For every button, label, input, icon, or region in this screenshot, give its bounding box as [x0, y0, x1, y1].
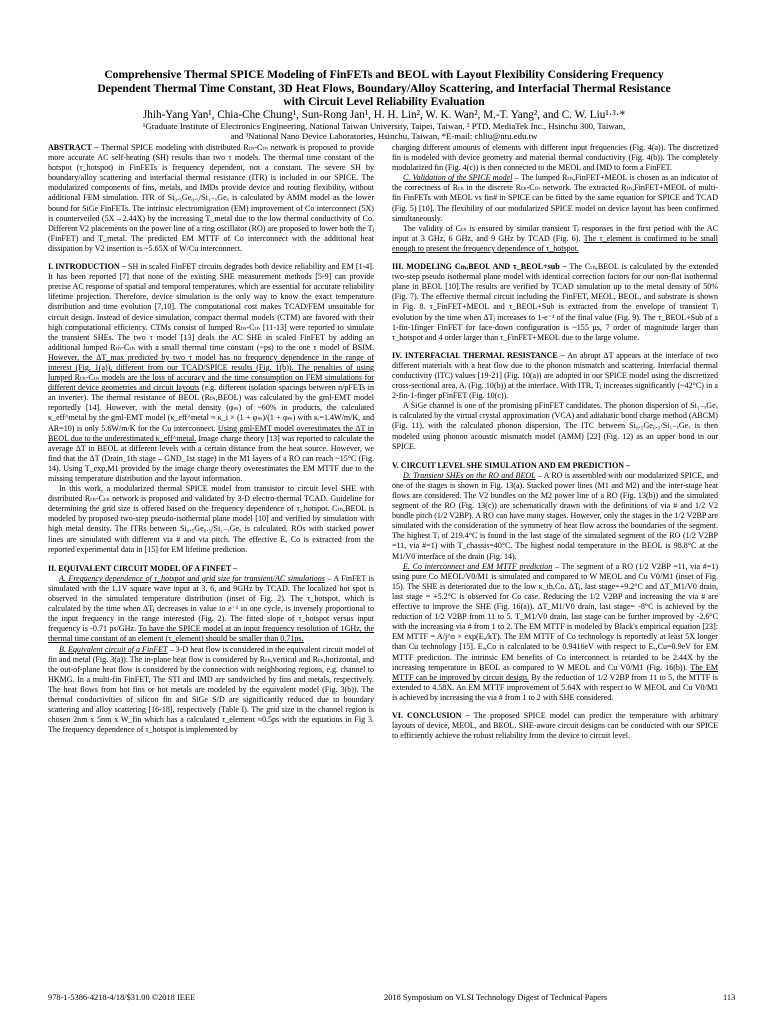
author-list: Jhih-Yang Yan¹, Chia-Che Chung¹, Sun-Rong Jan¹, H. H. Lin², W. K. Wan², M.-T. Yang², and C. W. Liu¹·³·*: [142, 109, 626, 121]
section-5d-subheading: D. Transient SHEs on the RO and BEOL: [403, 470, 536, 480]
section-4-heading: IV. INTERFACIAL THERMAL RESISTANCE –: [392, 350, 565, 360]
left-column: [48, 143, 374, 991]
section-2b-text: – 3-D heat flow is considered in the equivalent circuit model of fin and metal (Fig. 3(a)). The in-plane heat flow is considered by Rₜₕ,vertical and Rₜₕ,horizontal, and the out-of-plane heat flow is considered by the connection with neighboring regions, e.g. channel to HKMG. In a multi-fin FinFET, The STI and IMD are sandwiched by fins and metals, respectively. The heat flows from hot fins or hot metals are modeled by the equivalent model (Fig. 3(b)). The thermal conductivities of silicon fin and SiGe S/D are significantly reduced due to boundary scattering and alloy scattering [16-18], respectively (Table I). The grid size in the channel region is chosen 2nm x 5nm x W_fin which has a calculated τ_element ≈0.5ps with the equations in Fig 3. The frequency dependence of τ_hotspot is implemented by: [48, 644, 374, 735]
section-2c-paragraph: [392, 173, 718, 223]
paper-title: [20, 68, 748, 109]
affiliation-line-1: ¹Graduate Institute of Electronics Engineering, National Taiwan University, Taipei, Taiwan, ² PTD, MediaTek Inc., Hsinchu 300, Taiwan,: [142, 121, 626, 131]
conclusion-text: The proposed SPICE model can predict the temperature with arbitrary layouts of device, MEOL, and BEOL. SHE-aware circuit designs can be conducted with our SPICE to efficiently achieve the robust reliability from the device to circuit level.: [392, 710, 718, 741]
abstract-text: Thermal SPICE modeling with distributed Rₜₕ-Cₜₕ network is proposed to provide more accurate AC self-heating (SH) results than two τ models. The thermal time constant of the hotspot (τ_hotspot) in FinFETs is frequency dependent, not a constant. The severe SH by boundary/alloy scattering and interfacial thermal resistance (ITR) is included in our SPICE. The modularized components of fins, metals, and IMDs provide device and routing flexibility, without additional FEM simulation. ITR of Si₀.₅Ge₀.₅/Si₁₋ₓGeₓ is calculated by AMM model as the lower bound for SiGe FinFETs. The intrinsic electromigration (EM) improvement of Co interconnect (5X) is counterveiled (5X→2.44X) by the increasing T_metal due to the low thermal conductivity of Co. Different V2 placements on the power line of a ring oscillator (RO) are proposed to lower both the Tⱼ (FinFET) and T_metal. The predicted EM MTTF of Co interconnect with the additional heat dissipation by V2 insertion is ~5.65X of W/Cu interconnect.: [48, 143, 374, 253]
continued-paragraph: charging different amounts of elements with different input frequencies (Fig. 4(a)). The discretized fin is modeled with device geometry and material thermal conductivity (Fig. 4(b)). The completely modularized fin (Fig. 4(c)) is then connected to the MEOL and IMD to form a FinFET.: [392, 143, 718, 173]
section-4-paragraph: [392, 351, 718, 401]
section-2c-subheading: C. Validation of the SPICE model: [403, 173, 513, 183]
section-3-text: The Cₜₕ,BEOL is calculated by the extended two-step pseudo isothermal plane model with identical correction factors for our non-flat isothermal plane in BEOL [10].The results are verified by TCAD simulation up to the metal density of 50% (Fig. 7). The effective thermal circuit including the FinFET, MEOL, BEOL, and substrate is shown in Fig. 8. τ_FinFET+MEOL and τ_BEOL+Sub is extracted from the envelope of transient Tⱼ evolution by the time when ΔTⱼ increases to 1-e⁻¹ of the final value (Fig. 9). The τ_BEOL+Sub of a 1-fin-1finger FinFET for face-down configuration is ~155 μs, 7 order of magnitude larger than τ_hotspot and 4 order larger than τ_FinFET+MEOL due to the large volume.: [392, 262, 718, 342]
intro-text-a: SH in scaled FinFET circuits degrades both device reliability and EM [1-4]. It has been reported [7] that none of the existing SHE measurement methods [5-9] can provide precise AC response of spatial and temporal temperatures, which are essential for accurate reliability lifetime projection. Therefore, device simulation is the only way to know the exact temperature distribution and time evolution [7,10]. The computational cost makes TCAD/FEM unsuitable for circuit design. Instead of device simulation, compact thermal models (CTM) are favored with their high computational efficiency. CTMs consist of lumped Rₜₕ-Cₜₕ [11-13] were reported to simulate the transient SHEs. The two τ model [13] deals the AC SHE in scaled FinFET by adding an additional lumped Rₜₕ-Cₜₕ with a small thermal time constant (~ps) to the one τ model of BSIM.: [48, 262, 374, 352]
section-2a-subheading: A. Frequency dependence of τ_hotspot and grid size for transient/AC simulations: [59, 573, 325, 583]
section-2-heading: II. EQUIVALENT CIRCUIT MODEL OF A FINFET –: [48, 563, 238, 573]
title-line-2: Dependent Thermal Time Constant, 3D Heat Flows, Boundary/Alloy Scattering, and Interfacial Thermal Resistance: [97, 81, 671, 95]
section-4-paragraph-2: A SiGe channel is one of the promising pFinFET candidates. The phonon dispersion of Si₁₋ₓGeₓ is calculated by the virtual crystal approximation (VCA) and adiabatic bond charge method (ABCM) (Fig. 11), with the calculated phonon dispersion, The ITC between Si₀.₅Ge₀.₅/Si₁₋ₓGeₓ is then modeled using phonon acoustic mismatch model (AMM) [22] (Fig. 12) as an upper bond in our SPICE.: [392, 401, 718, 451]
affiliations: [20, 121, 748, 141]
intro-text-b: (e.g. different isolation spacings between n/pFETs in an inverter). The thermal resistance of BEOL (Rₜₕ,BEOL) was calculated by the gml-EMT model reportedly [14]. However, with the metal density (φₘ) of ~60% in products, the calculated κ_eff^metal by the gml-EMT model (κ_eff^metal ≈ κ_i × (1 + φₘ)/(1 + φₘ) with κᵢ=1.4W/m/K, and AR=10) is only 5.6W/m/K for the Cu interconnect.: [48, 383, 374, 433]
intro-heading: I. INTRODUCTION –: [48, 262, 126, 272]
section-5-heading: V. CIRCUIT LEVEL SHE SIMULATION AND EM PREDICTION –: [392, 460, 631, 470]
conclusion-paragraph: [392, 711, 718, 741]
intro-underlined-1: However, the ΔT_max predicted by two τ model has no frequency dependence in the range of interest (Fig. 1(a)), different from our TCAD/SPICE results (Fig. 1(b)). The penalties of using lumped Rₜₕ-Cₜₕ models are the loss of accuracy and the time consumption on FEM simulations for different device geometries and circuit layouts: [48, 352, 374, 393]
section-5e-text-2: By the reduction of 1/2 V2BP from 11 to 5, the MTTF is extended to 4.58X. An EM MTTF improvement of 5.64X with respect to W MEOL and Cu V0/M1 is achieved by increasing the via # from 1 to 2 with SHE considered.: [392, 672, 718, 702]
footer-conference: 2018 Symposium on VLSI Technology Digest of Technical Papers: [384, 993, 608, 1002]
section-4-text: An abrupt ΔT appears at the interface of two different materials with a heat flow due to the phonon mismatch and scattering. Interfacial thermal conductivity (ITC) values [19-21] (Fig. 10(a)) are adopted in our SPICE model using the discretized cross-sectional area, Aᵢ (Fig. 10(b)) at the interface. With ITR, Tⱼ increases significantly (~42°C) in a 2-fin-1-finger pFinFET (Fig. 10(c)).: [392, 350, 718, 401]
conclusion-heading: VI. CONCLUSION –: [392, 710, 470, 720]
section-2c-text: – The lumped Rₜₕ,FinFET+MEOL is chosen as an indicator of the correctness of Rₜₕ in the discrete Rₜₕ-Cₜₕ network. The extracted Rₜₕ,FinFET+MEOL of multi-fin FinFETs with MEOL vs fin# in SPICE can be fitted by the same equation for SPICE and TCAD (Fig. 5) [10]. The flexibility of our modularized SPICE model on device layout has been confirmed simultaneously.: [392, 173, 718, 223]
right-column: [392, 143, 718, 991]
affiliation-line-2: and ³National Nano Device Laboratories, Hsinchu, Taiwan, *E-mail: chliu@ntu.edu.tw: [230, 131, 538, 142]
section-2c-text-2: The validity of Cₜₕ is ensured by similar transient Tⱼ responses in the first period with the AC input at 3 GHz, 6 GHz, and 9 GHz by TCAD (Fig. 6).: [392, 223, 718, 243]
section-5e-paragraph: [392, 562, 718, 703]
intro-paragraph-2: In this work, a modularized thermal SPICE model from transistor to circuit level SHE with distributed Rₜₕ-Cₜₕ network is proposed and validated by 3-D electro-thermal TCAD. Guideline for determining the grid size is offered based on the frequency dependence of τ_hotspot. Cₜₕ,BEOL is modeled by proposed two-step pseudo-isothermal plane model [10] and verified by simulation with high metal density. The ITRs between Si₀.₅Ge₀.₅/Si₁₋ₓGeₓ is calculated. ROs with stacked power lines are simulated with different via # and via pitch. The effective Eₐ Co is extracted from the reported experimental data in [15] for EM lifetime prediction.: [48, 484, 374, 554]
abstract-label: ABSTRACT –: [48, 143, 99, 152]
section-3-heading: III. MODELING Cₜₕ,BEOL AND τ_BEOL+sub –: [392, 262, 567, 272]
section-5e-underlined: The EM MTTF can be improved by circuit design.: [392, 662, 718, 682]
section-2a-underlined: To have the SPICE model at an input frequency resolution of 1GHz, the thermal time constant of an element (τ_element) should be smaller than 0.71ps.: [48, 624, 374, 644]
intro-paragraph-1: [48, 262, 374, 484]
intro-underlined-2: Using gml-EMT model overestimates the ΔT in BEOL due to the underestimated κ_eff^metal.: [48, 423, 374, 443]
section-2a-paragraph: [48, 574, 374, 645]
section-5e-subheading: E. Co interconnect and EM MTTF prediction: [403, 561, 553, 571]
footer-isbn: 978-1-5386-4218-4/18/$31.00 ©2018 IEEE: [48, 993, 196, 1002]
section-2b-paragraph: [48, 645, 374, 736]
section-2c-paragraph-2: [392, 224, 718, 254]
section-3-paragraph: [392, 262, 718, 343]
abstract: [48, 143, 374, 254]
footer-page-number: 113: [723, 993, 736, 1002]
section-2b-subheading: B. Equivalent circuit of a FinFET: [59, 644, 168, 654]
title-line-1: Comprehensive Thermal SPICE Modeling of FinFETs and BEOL with Layout Flexibility Considering Frequency: [104, 68, 664, 81]
section-5d-paragraph: [392, 471, 718, 562]
intro-text-c: Image charge theory [13] was reported to calculate the average ΔT in BEOL at different levels with a certain distance from the heat source. However, we find that the ΔT (Drain_1th stage – GND_1st stage) in the M1 layers of a RO can reach ~15°C (Fig. 14). Using T_exp,M1 provided by the image charge theory overestimates the EM MTTF due to the missing temperature distribution and the layout information.: [48, 433, 374, 483]
section-5d-text: – A RO is assembled with our modularized SPICE, and one of the stages is shown in Fig. 13(a). Stacked power lines (M1 and M2) and the inter-stage heat flows are considered. The V2 bundles on the M2 power line of a RO (Fig. 13(b)) and the simulated segment of the RO (Fig. 13(c)) are schematically drawn with the definitions of via # and 1/2 V2 bundle pitch (1/2 V2BP). A RO can have many stages. However, only the stages in the 1/2 V2BP are simulated with the consideration of the symmetry of heat flow across the boundaries of the segment. The highest Tⱼ of 219.4°C is found in the last stage of the simulated segment of the RO (1/2 V2BP =11, via #=1) with T_chassis=40°C. The highest nodal temperature in the BEOL is 98.8°C at the M1/V0 interface of the drain (Fig. 14).: [392, 470, 718, 561]
section-2c-underlined: The τ_element is confirmed to be small enough to present the frequency dependence of τ_hotspot.: [392, 233, 718, 253]
title-line-3: with Circuit Level Reliability Evaluation: [283, 95, 485, 109]
section-5e-text: – The segment of a RO (1/2 V2BP =11, via #=1) using pure Co MEOL/V0/M1 is simulated and compared to W MEOL and Cu V0/M1 (inset of Fig. 15). The SHE is deteriorated due to the low κ_th,Co. ΔTⱼ, last stage=+9.2°C and ΔT_M1/V0 drain, last stage = +5.2°C is observed for Co case. Reducing the 1/2 V2BP and increasing the via # are effective to improve the SHE (Fig. 16(a)). ΔT_M1/V0 drain, last stage= -8°C is achieved by the reduction of 1/2 V2BP from 11 to 5. T_M1/V0 drain, last stage can be further improved by -2.6°C with the increasing via # from 1 to 2. The EM MTTF is modeled by Black's empirical equation [23]: EM MTTF = A/j^n × exp(Eₐ/kT). The EM MTTF of Co technology is reportedly at least 5X longer than Cu technology [15]. Eₐ,Co is calculated to be 0.9416eV with respect to Eₐ,Cu=0.9eV for EM MTTF prediction. The intrinsic EM benefits of Co interconnect is retarded to be 2.44X by the increasing temperature in BEOL as compared to W MEOL and Cu V0/M1 (Fig. 16(b)).: [392, 561, 718, 672]
section-2a-text: – A FinFET is simulated with the 1.1V square wave input at 3, 6, and 9GHz by TCAD. The localized hot spot is observed in the simulated temperature distribution (inset of Fig. 2). The τ_hotspot, which is calculated by the time when ΔTⱼ decreases in value to e⁻¹ in one cycle, is inversely proportional to the input frequency in the range interested (Fig. 2). The fitted slope of τ_hotspot versus input frequency is -0.71 ps/GHz.: [48, 573, 374, 634]
